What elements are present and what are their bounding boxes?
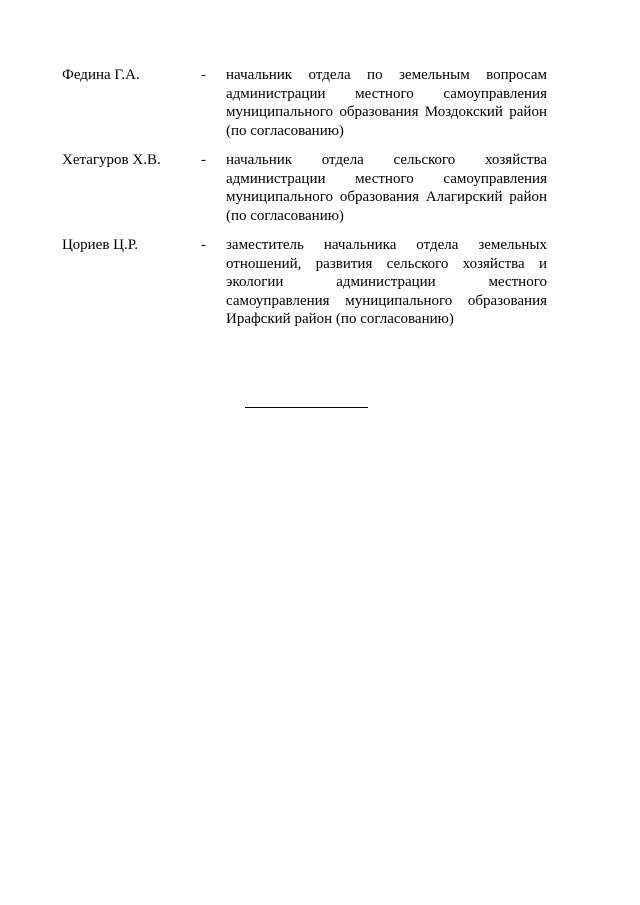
person-name: Федина Г.А. [62,67,140,83]
description-line: Ирафский район (по согласованию) [226,311,454,327]
description-line: муниципального образования Моздокский район [226,104,547,120]
description-line: отношений, развития сельского хозяйства и [226,255,547,272]
dash-separator: - [201,67,206,83]
person-name: Цориев Ц.Р. [62,237,138,253]
position-description [226,66,547,140]
description-line: начальник отдела по земельным вопросам [226,67,547,83]
dash-separator: - [201,152,206,168]
description-line: муниципального образования Алагирский район [226,189,547,205]
description-line: начальник отдела сельского хозяйства [226,152,547,168]
description-line: (по согласованию) [226,207,344,224]
description-line: администрации местного самоуправления [226,170,547,187]
description-line: (по согласованию) [226,122,344,139]
position-description [226,151,547,225]
description-line: самоуправления муниципального образования [226,292,547,309]
description-line: заместитель начальника отдела земельных [226,237,547,253]
description-line: администрации местного самоуправления [226,85,547,102]
dash-separator: - [201,237,206,253]
description-line: экологии администрации местного [226,274,547,290]
closing-rule [245,407,368,408]
position-description [226,236,547,329]
person-name: Хетагуров Х.В. [62,152,161,168]
